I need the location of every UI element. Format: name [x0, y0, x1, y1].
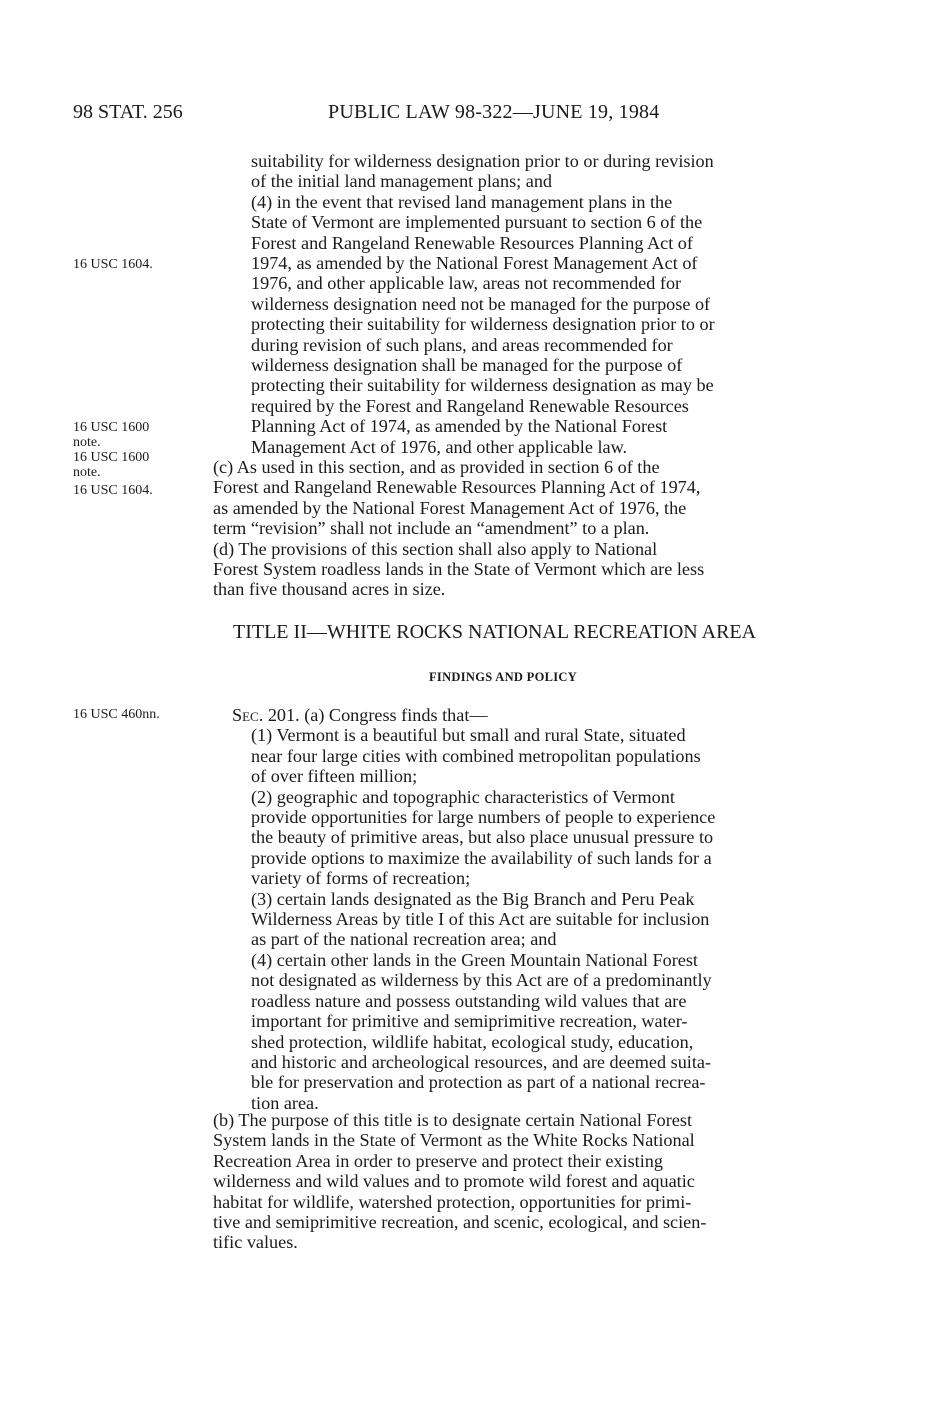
margin-note: 16 USC 1604. — [73, 483, 153, 498]
text-line: wilderness and wild values and to promote wild forest and aquatic — [213, 1171, 695, 1192]
text-line: 1974, as amended by the National Forest Management Act of — [251, 253, 698, 274]
text-line: tive and semiprimitive recreation, and scenic, ecological, and scien- — [213, 1212, 707, 1233]
section-text: 201. (a) Congress finds that— — [263, 705, 488, 725]
running-title: PUBLIC LAW 98-322—JUNE 19, 1984 — [328, 101, 660, 123]
page-header — [0, 101, 943, 131]
text-line: Recreation Area in order to preserve and protect their existing — [213, 1150, 663, 1171]
text-line: wilderness designation need not be managed for the purpose of — [251, 293, 711, 314]
text-line: required by the Forest and Rangeland Renewable Resources — [251, 395, 689, 416]
section-line — [232, 705, 839, 725]
paragraph-block — [251, 151, 839, 457]
paragraph-block — [232, 705, 839, 1113]
text-line: tific values. — [213, 1232, 298, 1253]
text-line: State of Vermont are implemented pursuant to section 6 of the — [251, 212, 703, 233]
text-line: of over fifteen million; — [251, 766, 418, 787]
paragraph-block — [213, 457, 839, 600]
text-line: provide opportunities for large numbers of people to experience — [251, 807, 716, 828]
text-line: Management Act of 1976, and other applicable law. — [251, 436, 628, 457]
text-line: System lands in the State of Vermont as the White Rocks National — [213, 1130, 695, 1151]
section-label: Sec. — [232, 705, 264, 725]
text-line: wilderness designation shall be managed for the purpose of — [251, 355, 683, 376]
text-line: (b) The purpose of this title is to designate certain National Forest — [213, 1110, 692, 1130]
margin-note: 16 USC 1600 — [73, 420, 150, 435]
margin-note: note. — [73, 465, 101, 480]
section-heading: FINDINGS AND POLICY — [429, 670, 578, 684]
text-line: Wilderness Areas by title I of this Act are suitable for inclusion — [251, 909, 710, 930]
text-line: protecting their suitability for wilderness designation prior to or — [251, 314, 715, 335]
text-line: (2) geographic and topographic characteristics of Vermont — [251, 786, 675, 807]
text-line: (c) As used in this section, and as provided in section 6 of the — [213, 457, 660, 477]
text-line: (4) in the event that revised land management plans in the — [251, 191, 673, 212]
text-line: near four large cities with combined metropolitan populations — [251, 745, 701, 766]
margin-note: 16 USC 460nn. — [73, 707, 160, 722]
text-line: suitability for wilderness designation prior to or during revision — [251, 151, 714, 171]
text-line: Forest and Rangeland Renewable Resources Planning Act of 1974, — [213, 477, 701, 498]
text-line: tion area. — [251, 1092, 319, 1113]
text-line: as part of the national recreation area; and — [251, 929, 557, 950]
text-line: of the initial land management plans; and — [251, 171, 553, 192]
margin-note: note. — [73, 435, 101, 450]
text-line: term “revision” shall not include an “amendment” to a plan. — [213, 518, 650, 539]
text-line: as amended by the National Forest Management Act of 1976, the — [213, 497, 687, 518]
text-line: Forest System roadless lands in the State of Vermont which are less — [213, 559, 705, 580]
text-line: provide options to maximize the availability of such lands for a — [251, 847, 712, 868]
margin-note: 16 USC 1600 — [73, 450, 150, 465]
text-line: shed protection, wildlife habitat, ecological study, education, — [251, 1031, 694, 1052]
text-line: and historic and archeological resources, and are deemed suita- — [251, 1051, 712, 1072]
title-heading: TITLE II—WHITE ROCKS NATIONAL RECREATION AREA — [233, 621, 757, 643]
text-line: ble for preservation and protection as part of a national recrea- — [251, 1072, 706, 1093]
text-line: (4) certain other lands in the Green Mountain National Forest — [251, 949, 698, 970]
text-line: variety of forms of recreation; — [251, 868, 471, 889]
text-line: (1) Vermont is a beautiful but small and rural State, situated — [251, 725, 686, 746]
text-line: than five thousand acres in size. — [213, 579, 446, 600]
text-line: habitat for wildlife, watershed protection, opportunities for primi- — [213, 1191, 692, 1212]
text-line: not designated as wilderness by this Act are of a predominantly — [251, 970, 712, 991]
text-line: the beauty of primitive areas, but also place unusual pressure to — [251, 827, 714, 848]
margin-note: 16 USC 1604. — [73, 257, 153, 272]
text-line: important for primitive and semiprimitive recreation, water- — [251, 1011, 688, 1032]
text-line: during revision of such plans, and areas recommended for — [251, 334, 673, 355]
text-line: protecting their suitability for wilderness designation as may be — [251, 375, 714, 396]
text-line: roadless nature and possess outstanding wild values that are — [251, 990, 687, 1011]
text-line: Forest and Rangeland Renewable Resources Planning Act of — [251, 232, 693, 253]
text-line: (d) The provisions of this section shall also apply to National — [213, 538, 658, 559]
text-line: 1976, and other applicable law, areas not recommended for — [251, 273, 682, 294]
text-line: Planning Act of 1974, as amended by the National Forest — [251, 416, 668, 437]
paragraph-block — [213, 1110, 839, 1253]
text-line: (3) certain lands designated as the Big Branch and Peru Peak — [251, 888, 695, 909]
statute-page-number: 98 STAT. 256 — [73, 101, 183, 123]
